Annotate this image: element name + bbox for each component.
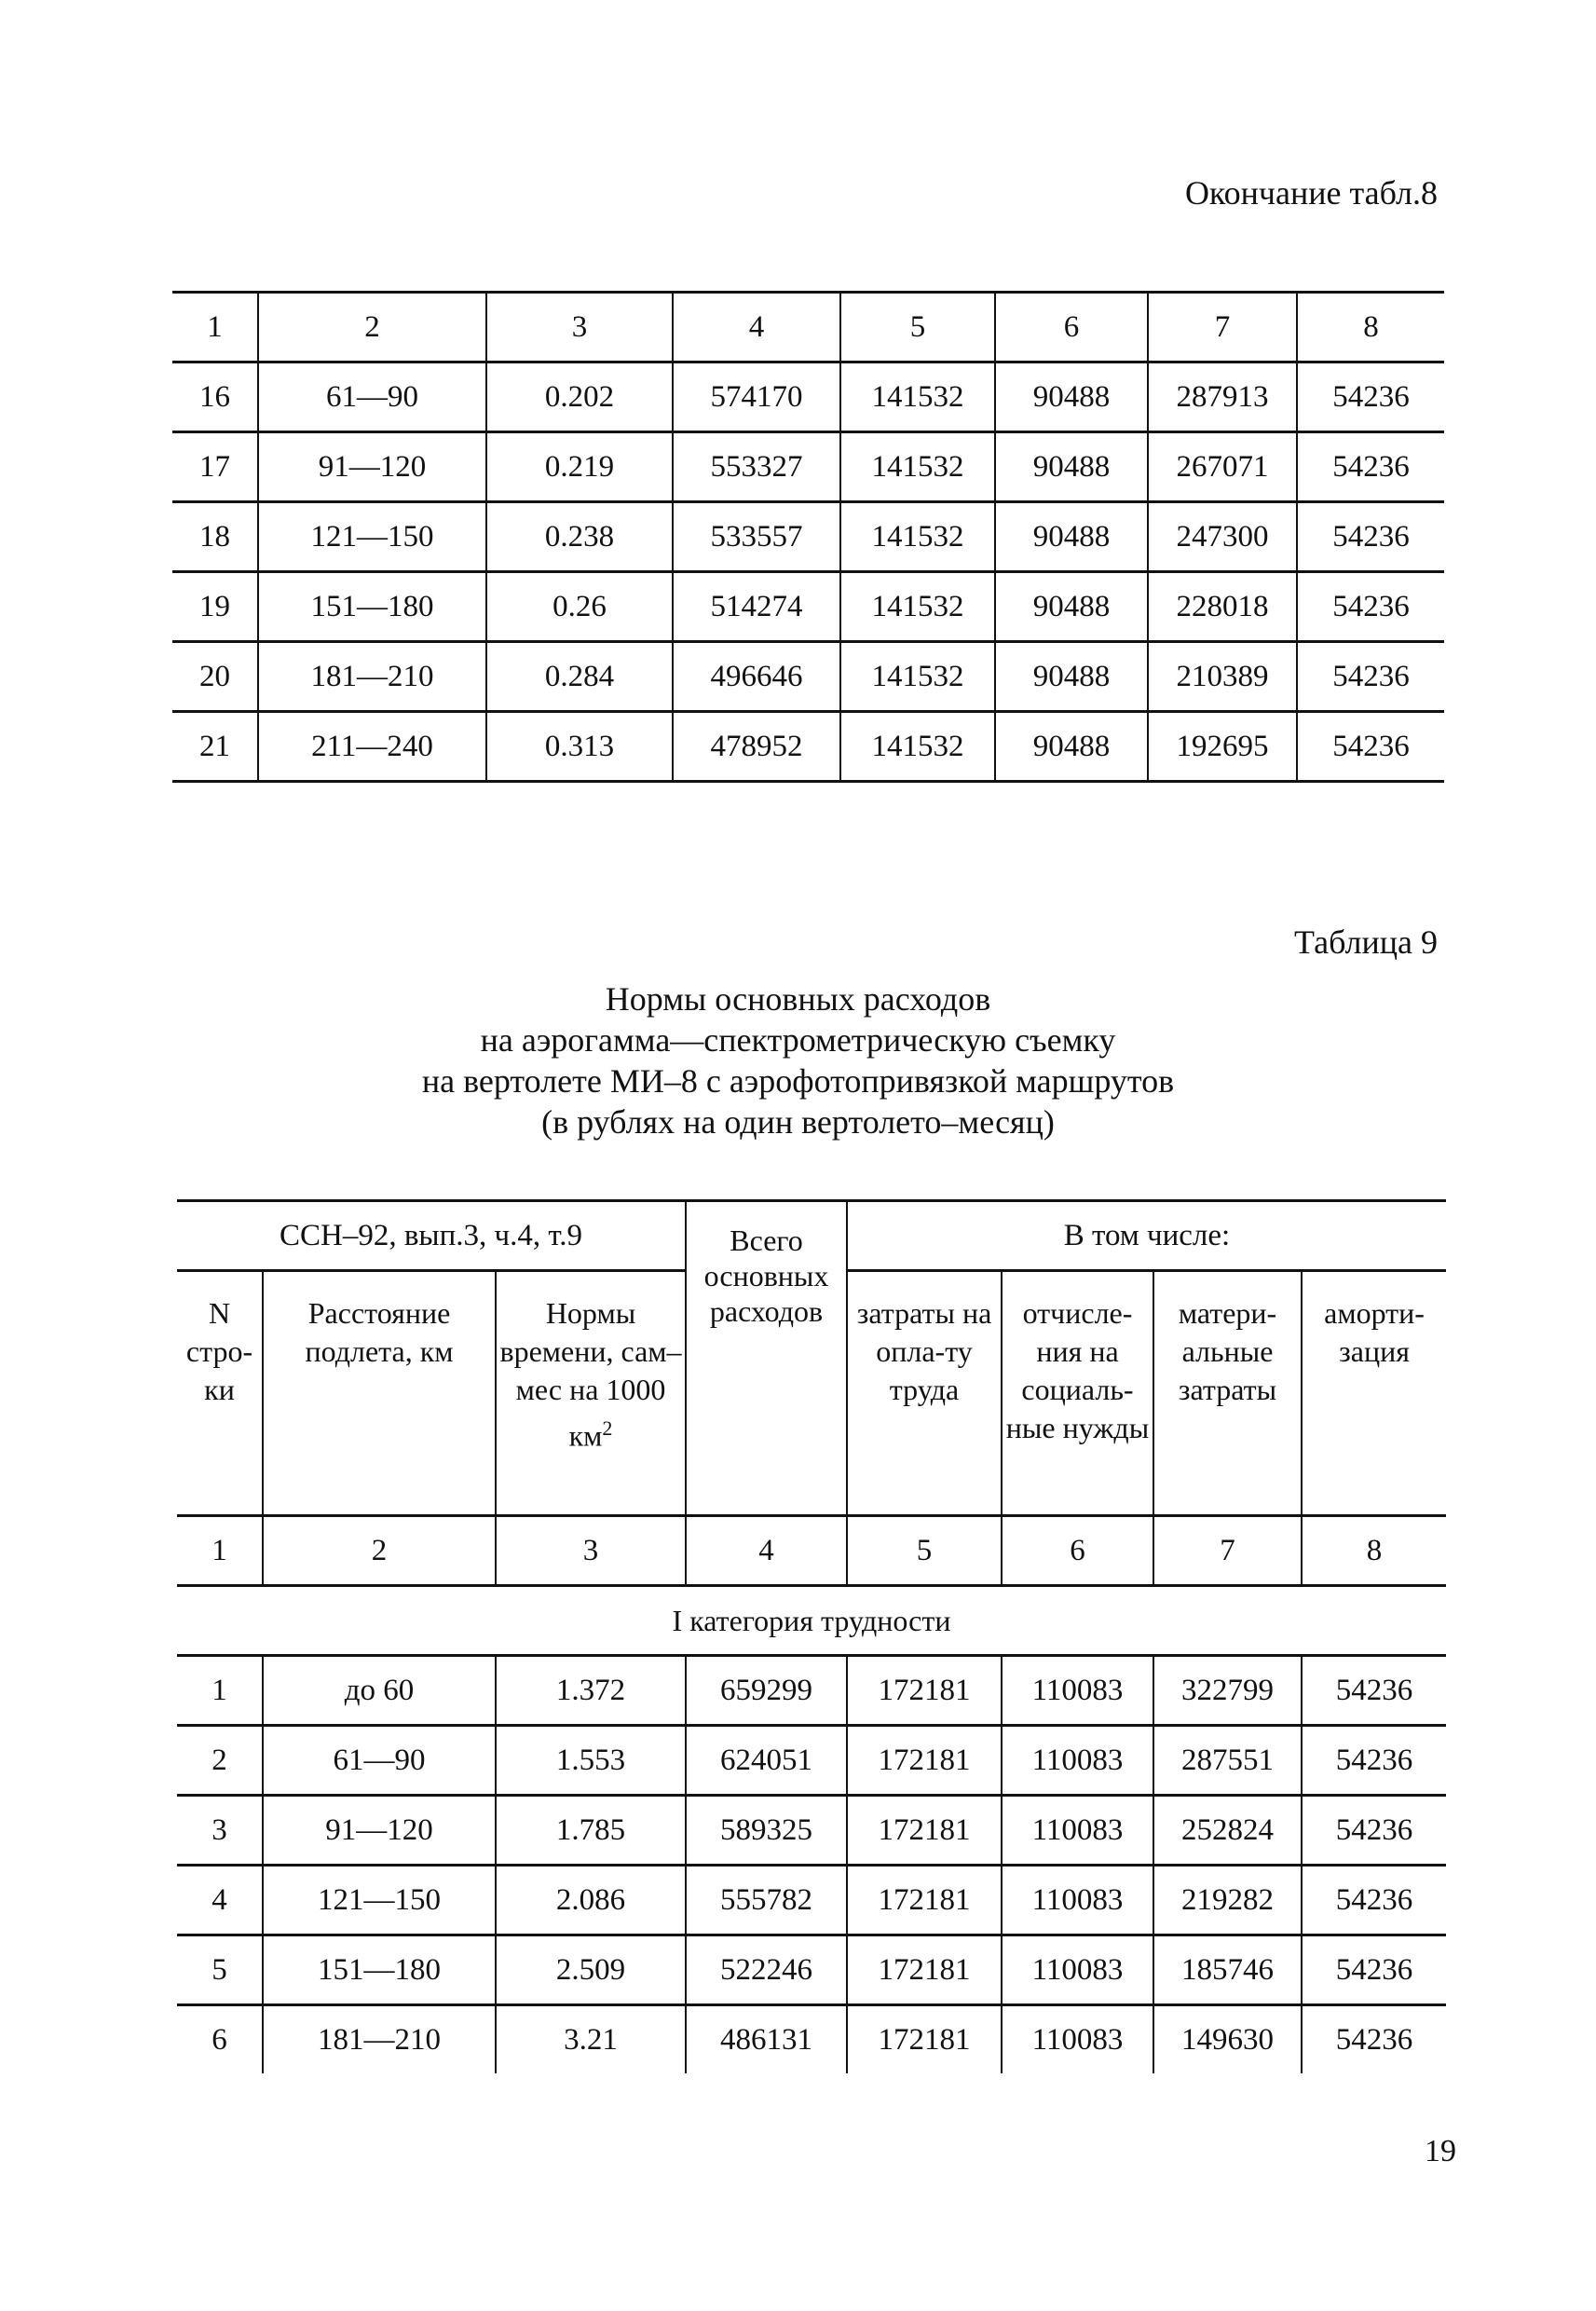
table9-title-line: Нормы основных расходов (605, 980, 991, 1018)
header-group-including: В том числе: (847, 1201, 1446, 1271)
column-number: 3 (496, 1516, 686, 1586)
table-cell: 589325 (686, 1796, 847, 1866)
table-cell: 16 (172, 362, 258, 432)
table-cell: 555782 (686, 1866, 847, 1935)
table-cell: 172181 (847, 1656, 1002, 1726)
table-cell: 91—120 (263, 1796, 496, 1866)
table-cell: 54236 (1302, 1796, 1446, 1866)
table-cell: 54236 (1302, 1866, 1446, 1935)
table-cell: 172181 (847, 1935, 1002, 2005)
table-cell: 141532 (840, 362, 995, 432)
table-row (172, 502, 1444, 572)
table-cell: 267071 (1148, 432, 1297, 502)
table-cell: 54236 (1297, 502, 1444, 572)
table-cell: 54236 (1297, 712, 1444, 782)
table-row (172, 432, 1444, 502)
table-cell: 6 (211, 2022, 227, 2057)
column-number: 4 (686, 1516, 847, 1586)
table-cell: 151—180 (258, 572, 486, 642)
table-cell: 1.372 (496, 1656, 686, 1726)
table-cell: 659299 (686, 1656, 847, 1726)
column-number: 3 (486, 293, 673, 362)
table-cell: 90488 (995, 502, 1148, 572)
table9-category-row (177, 1586, 1446, 1656)
table-cell: 192695 (1148, 712, 1297, 782)
header-total: Всего основных расходов (686, 1201, 847, 1516)
table-cell: 19 (172, 572, 258, 642)
table-cell: 20 (172, 642, 258, 712)
table-cell: 54236 (1302, 2005, 1446, 2074)
table-cell: 61—90 (263, 1726, 496, 1796)
table-cell: 54236 (1302, 1656, 1446, 1726)
table-cell: 533557 (673, 502, 840, 572)
column-number: 7 (1153, 1516, 1302, 1586)
column-number: 1 (177, 1516, 263, 1586)
table-cell: 0.219 (486, 432, 673, 502)
table-row (177, 2005, 1446, 2074)
table-row (172, 362, 1444, 432)
table-cell: 514274 (673, 572, 840, 642)
table9-number: Таблица 9 (1294, 923, 1438, 961)
table-cell: 0.313 (486, 712, 673, 782)
table-cell: 522246 (686, 1935, 847, 2005)
table-cell: 18 (172, 502, 258, 572)
table-cell: 3.21 (496, 2005, 686, 2074)
column-number: 8 (1297, 293, 1444, 362)
table-cell: 21 (172, 712, 258, 782)
column-number: 6 (995, 293, 1148, 362)
table-cell: 0.26 (486, 572, 673, 642)
header-time-norms-text: Нормы времени, сам–мес на 1000 км (499, 1296, 682, 1453)
header-depreciation: аморти-зация (1302, 1271, 1446, 1516)
table-cell: 90488 (995, 642, 1148, 712)
table-cell: 121—150 (263, 1866, 496, 1935)
table-cell: 4 (177, 1866, 263, 1935)
table-cell: 574170 (673, 362, 840, 432)
table9-header-group-row (177, 1201, 1446, 1271)
table-cell: 90488 (995, 572, 1148, 642)
table-cell: 110083 (1002, 1726, 1153, 1796)
table-cell: 322799 (1153, 1656, 1302, 1726)
table-cell: 141532 (840, 712, 995, 782)
column-number: 5 (840, 293, 995, 362)
table-cell: 211—240 (258, 712, 486, 782)
table-cell: 553327 (673, 432, 840, 502)
table-row (177, 1726, 1446, 1796)
table-row (177, 1656, 1446, 1726)
table-cell: 181—210 (258, 642, 486, 712)
table9-title (0, 978, 1596, 1142)
table-cell: 141532 (840, 572, 995, 642)
table-cell: 478952 (673, 712, 840, 782)
table-cell: 172181 (847, 2005, 1002, 2074)
table-cell: 151—180 (263, 1935, 496, 2005)
table-cell: 181—210 (263, 2005, 496, 2074)
table-cell: 219282 (1153, 1866, 1302, 1935)
header-social-deductions: отчисле-ния на социаль-ные нужды (1002, 1271, 1153, 1516)
header-time-norms (496, 1271, 686, 1516)
column-number: 5 (847, 1516, 1002, 1586)
table-row (177, 1866, 1446, 1935)
table-cell: 2.509 (496, 1935, 686, 2005)
table-cell: 110083 (1002, 1796, 1153, 1866)
table9-title-line: на аэрогамма—спектрометрическую съемку (480, 1021, 1116, 1059)
table-cell: 3 (177, 1796, 263, 1866)
table-cell: 149630 (1153, 2005, 1302, 2074)
table8 (172, 291, 1444, 783)
table-cell: 172181 (847, 1866, 1002, 1935)
column-number: 2 (263, 1516, 496, 1586)
table9-title-line: на вертолете МИ–8 с аэрофотопривязкой маршрутов (421, 1062, 1175, 1100)
table-cell: 110083 (1002, 1935, 1153, 2005)
table-cell: 110083 (1002, 1656, 1153, 1726)
table-cell: 2 (177, 1726, 263, 1796)
header-distance: Расстояние подлета, км (263, 1271, 496, 1516)
table-cell: 1.785 (496, 1796, 686, 1866)
table-cell: 91—120 (258, 432, 486, 502)
table-cell: 496646 (673, 642, 840, 712)
column-number: 8 (1302, 1516, 1446, 1586)
header-group-ssn: ССН–92, вып.3, ч.4, т.9 (177, 1201, 686, 1271)
table-cell: 247300 (1148, 502, 1297, 572)
table9-column-numbers (177, 1516, 1446, 1586)
column-number: 2 (258, 293, 486, 362)
table8-column-numbers (172, 293, 1444, 362)
table-cell: 624051 (686, 1726, 847, 1796)
table-cell: 1.553 (496, 1726, 686, 1796)
column-number: 6 (1002, 1516, 1153, 1586)
table-cell: 90488 (995, 432, 1148, 502)
header-row-number: N стро-ки (177, 1271, 263, 1516)
table-row (172, 642, 1444, 712)
table-cell: 17 (172, 432, 258, 502)
table-cell: 54236 (1297, 432, 1444, 502)
table-cell: 54236 (1302, 1935, 1446, 2005)
table-cell: 110083 (1002, 1866, 1153, 1935)
column-number: 1 (172, 293, 258, 362)
table-cell: 252824 (1153, 1796, 1302, 1866)
table-row (172, 712, 1444, 782)
table-cell: 228018 (1148, 572, 1297, 642)
table-cell: 121—150 (258, 502, 486, 572)
table-cell: 5 (177, 1935, 263, 2005)
table-cell: 1 (177, 1656, 263, 1726)
table-cell: 0.284 (486, 642, 673, 712)
header-labor-costs: затраты на опла-ту труда (847, 1271, 1002, 1516)
table-row (177, 1935, 1446, 2005)
table8-caption: Окончание табл.8 (1184, 174, 1438, 212)
table-cell: 172181 (847, 1726, 1002, 1796)
table-cell: 2.086 (496, 1866, 686, 1935)
header-time-norms-sup: 2 (602, 1416, 613, 1440)
table-cell: 54236 (1297, 362, 1444, 432)
column-number: 4 (673, 293, 840, 362)
table-row (177, 1796, 1446, 1866)
header-material-costs: матери-альные затраты (1153, 1271, 1302, 1516)
page-number: 19 (1425, 2134, 1456, 2168)
table-cell: 210389 (1148, 642, 1297, 712)
table-cell: 287913 (1148, 362, 1297, 432)
table-cell: 172181 (847, 1796, 1002, 1866)
table-cell: 185746 (1153, 1935, 1302, 2005)
table-cell: 54236 (1297, 572, 1444, 642)
category-label: I категория трудности (177, 1586, 1446, 1656)
table9 (177, 1199, 1446, 2073)
table-cell: 287551 (1153, 1726, 1302, 1796)
column-number: 7 (1148, 293, 1297, 362)
table-cell: 141532 (840, 642, 995, 712)
table-cell: 0.238 (486, 502, 673, 572)
table-cell: 110083 (1002, 2005, 1153, 2074)
table-cell: 54236 (1302, 1726, 1446, 1796)
table9-title-line: (в рублях на один вертолето–месяц) (541, 1103, 1055, 1141)
table-cell: 0.202 (486, 362, 673, 432)
table-row (172, 572, 1444, 642)
table-cell: 54236 (1297, 642, 1444, 712)
table-cell: 90488 (995, 712, 1148, 782)
table-cell: 61—90 (258, 362, 486, 432)
table-cell: 141532 (840, 432, 995, 502)
table-cell: 90488 (995, 362, 1148, 432)
table-cell: 141532 (840, 502, 995, 572)
table-cell: до 60 (263, 1656, 496, 1726)
table-cell: 486131 (686, 2005, 847, 2074)
